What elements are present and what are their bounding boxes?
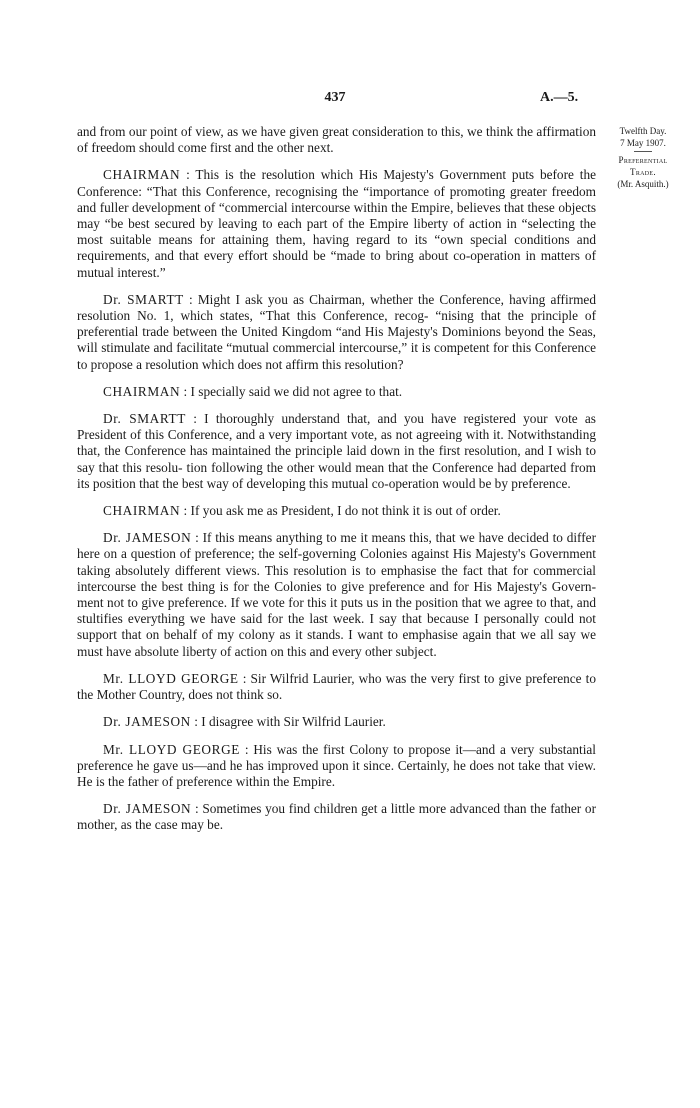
margin-note-heading-1: Preferential [618, 155, 668, 165]
margin-note-day: Twelfth Day. [619, 126, 667, 136]
paragraph-text: : His was the first Colony to propose it—and a very substantial preference he gave us—and he has improved upon it since. Certainly, he does not take that view. He is the father of preference within the Empire. [77, 741, 596, 789]
speaker-name: Mr. LLOYD GEORGE [103, 670, 239, 686]
paragraph-speech [77, 503, 596, 519]
paragraph-text: : I disagree with Sir Wilfrid Laurier. [194, 714, 386, 730]
paragraph-speech [77, 671, 596, 703]
paragraph-text: : Might I ask you as Chairman, whether the Conference, having affirmed resolution No. 1, which states, “That this Conference, recog- “nising that the principle of preferential trade between the United Kingdom “and His Majesty's Dominions beyond the Seas, will stimulate and facilitate “mutual commercial intercourse,” it is competent for this Conference to propose a resolution which does not affirm this resolution? [77, 291, 596, 372]
paragraph-speech [77, 167, 596, 280]
paragraph-text: : If this means anything to me it means this, that we have decided to differ here on a question of preference; the self-governing Colonies against His Majesty's Government taking absolutely different views. This resolution is to emphasise the fact that for commercial intercourse the best thing is for the Colonies to give preference and for His Majesty's Govern- ment not to give preference. If we vote for this it puts us in the position that we agree to that, and stultifies everything we have said for the last week. I say that because I personally could not support that on behalf of my colony as it stands. I want to emphasise again that we all say we must have absolute liberty of action on this and every other subject. [77, 530, 596, 659]
margin-note-date: 7 May 1907. [620, 138, 666, 148]
paragraph-continuation [77, 124, 596, 156]
speaker-name: CHAIRMAN [103, 167, 181, 183]
paragraph-text: : If you ask me as President, I do not think it is out of order. [183, 503, 501, 519]
paragraph-speech [77, 801, 596, 833]
speaker-name: Dr. SMARTT [103, 291, 184, 307]
paragraph-text: : This is the resolution which His Majesty's Government puts before the Conference: “That this Conference, recognising the “importance of promoting greater freedom and fuller development of “commercial intercourse within the Empire, believes that these objects may “be best secured by leaving to each part of the Empire liberty of action in “selecting the most suitable means for attaining them, having regard to its “own special conditions and requirements, and that every effort should be “made to bring about co-operation in matters of mutual interest.” [77, 167, 596, 280]
paragraph-speech [77, 384, 596, 400]
margin-notes [604, 125, 682, 190]
paragraph-speech [77, 742, 596, 791]
margin-note-divider [634, 151, 652, 152]
document-reference: A.—5. [540, 90, 579, 105]
paragraph-text: : I specially said we did not agree to that. [183, 383, 403, 399]
margin-note-heading-2: Trade. [630, 167, 656, 177]
speaker-name: Dr. JAMESON [103, 714, 191, 730]
paragraph-text: : Sir Wilfrid Laurier, who was the very first to give preference to the Mother Country, does not think so. [77, 670, 596, 703]
paragraph-text: : I thoroughly understand that, and you have registered your vote as President of this Conference, and a very important vote, as not agreeing with it. Notwithstanding that, the Conference has maintained the principle laid down in the first resolution, and I wish to say that this resolu- tion following the other would mean that the Conference had departed from its position that the best way of developing this mutual co-operation would be by preference. [77, 411, 596, 491]
paragraph-text: : Sometimes you find children get a little more advanced than the father or mother, as the case may be. [77, 801, 596, 833]
paragraph-speech [77, 530, 596, 660]
main-text [77, 124, 596, 845]
page-number: 437 [324, 90, 346, 105]
speaker-name: Dr. JAMESON [103, 530, 192, 546]
speaker-name: CHAIRMAN [103, 383, 181, 399]
paragraph-text: and from our point of view, as we have given great consideration to this, we think the affirmation of freedom should come first and the other next. [77, 124, 596, 156]
speaker-name: Dr. JAMESON [103, 801, 192, 817]
speaker-name: Dr. SMARTT [103, 411, 186, 427]
speaker-name: CHAIRMAN [103, 503, 181, 519]
paragraph-speech [77, 714, 596, 730]
margin-note-speaker: (Mr. Asquith.) [617, 179, 669, 189]
speaker-name: Mr. LLOYD GEORGE [103, 741, 241, 757]
paragraph-speech [77, 411, 596, 492]
paragraph-speech [77, 292, 596, 373]
